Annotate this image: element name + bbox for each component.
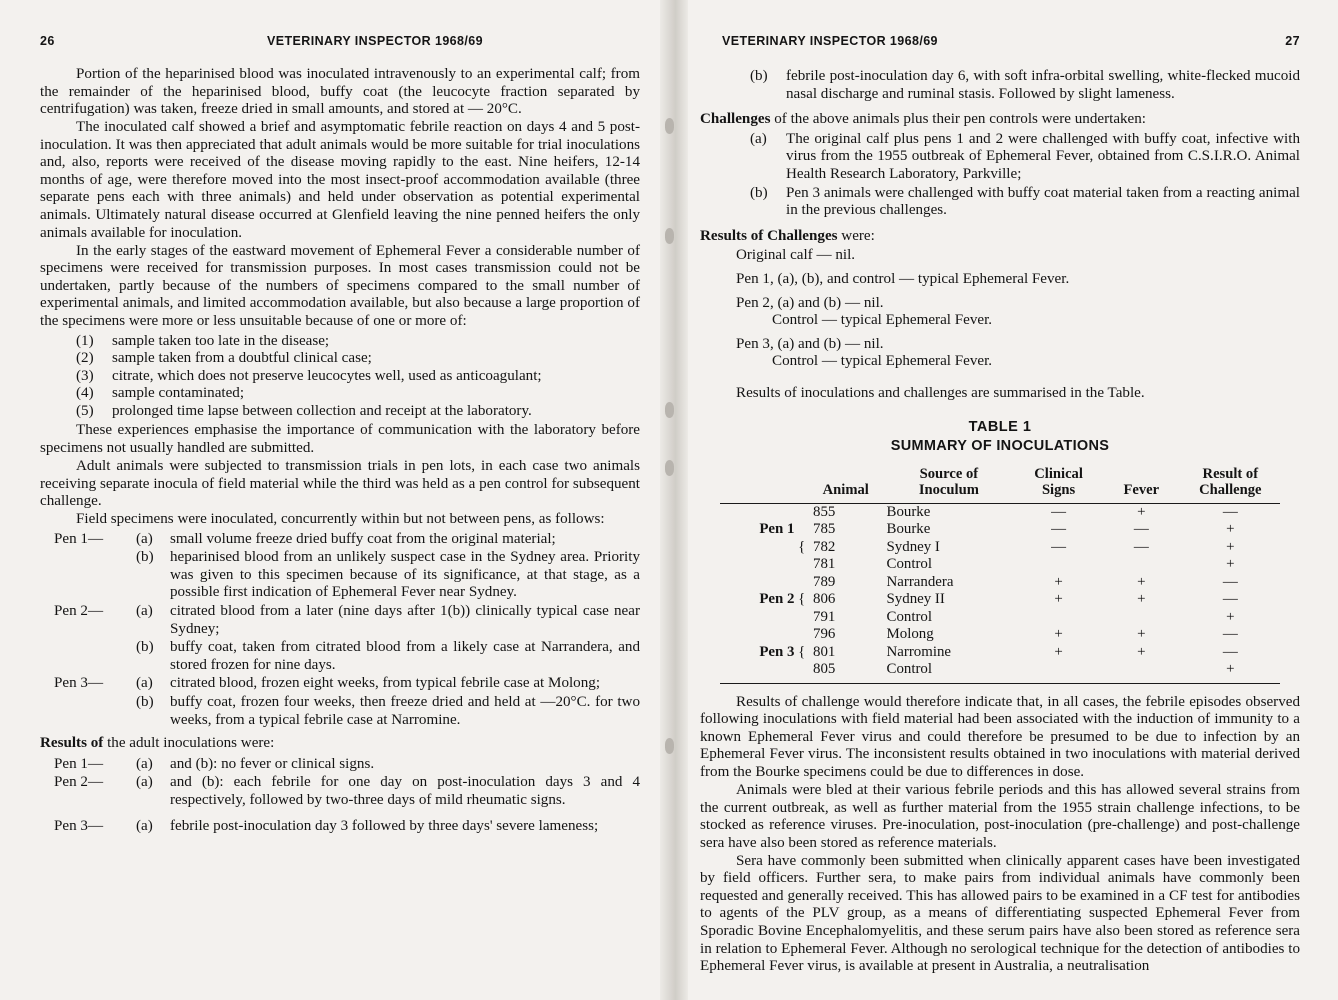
- list-text: The original calf plus pens 1 and 2 were challenged with buffy coat, infective with virus from the 1955 outbreak of Ephemeral Fever, obtained from C.S.I.R.O. Animal Health Research Laboratory, Parkville;: [786, 130, 1300, 182]
- list-marker: (3): [76, 367, 94, 384]
- list-item: [736, 247, 1300, 265]
- results-heading-rest: were:: [837, 227, 875, 244]
- list-item: [700, 185, 1300, 220]
- binder-hole: [665, 460, 674, 476]
- sub-marker: (b): [136, 693, 154, 710]
- cell-brace: {: [798, 538, 806, 555]
- list-text: citrated blood from a later (nine days after 1(b)) clinically typical case near Sydney;: [170, 603, 640, 637]
- cell-source: Control: [886, 556, 933, 573]
- pen-label: Pen 2—: [54, 774, 104, 791]
- list-text: and (b): no fever or clinical signs.: [170, 755, 375, 772]
- paragraph: Portion of the heparinised blood was inoculated intravenously to an experimental calf; from the remainder of the heparinised blood, buffy coat (the leucocyte fraction separated by centrifugation) was taken, freeze dried in small amounts, and stored at — 20°C.: [40, 66, 640, 118]
- binder-hole: [665, 402, 674, 418]
- cell-clinical: [1015, 661, 1102, 679]
- list-text: buffy coat, taken from citrated blood from a likely case at Narrandera, and stored frozen for nine days.: [170, 639, 640, 673]
- cell-pen: Pen 2: [759, 591, 795, 608]
- list-text: sample taken too late in the disease;: [112, 332, 330, 349]
- cell-pen: [720, 503, 796, 521]
- list-item: [40, 531, 640, 549]
- list-item: [40, 639, 640, 674]
- sub-marker: (a): [136, 755, 153, 772]
- col-clinical-line1: Clinical: [1034, 465, 1083, 482]
- paragraph: In the early stages of the eastward movement of Ephemeral Fever a considerable number of specimens were received for transmission purposes. In most cases transmission could not be undertaken, partly because of the numbers of specimens compared to the small number of experimental animals, and limited accommodation available, but also because a large proportion of the specimens were more or less unsuitable because of one or more of:: [40, 242, 640, 329]
- list-text: prolonged time lapse between collection and receipt at the laboratory.: [112, 402, 532, 419]
- cell-pen: [720, 574, 796, 592]
- result-line: Pen 2, (a) and (b) — nil.: [736, 294, 884, 311]
- col-animal: [807, 464, 883, 504]
- list-marker: (a): [750, 130, 767, 147]
- result-line: Pen 3, (a) and (b) — nil.: [736, 335, 884, 352]
- list-item: [700, 68, 1300, 103]
- result-line: Original calf — nil.: [736, 247, 856, 264]
- challenges-heading-bold: Challenges: [700, 111, 771, 128]
- list-item: [40, 549, 640, 602]
- cell-fever: —: [1133, 538, 1149, 555]
- pen-label: Pen 1—: [54, 530, 104, 547]
- cell-animal: 781: [813, 556, 836, 573]
- cell-fever: [1102, 609, 1181, 627]
- list-item: [40, 675, 640, 693]
- list-item: [700, 131, 1300, 184]
- sub-marker: (a): [136, 530, 153, 547]
- list-text: and (b): each febrile for one day on post-inoculation days 3 and 4 respectively, followed by two-three days of mild rheumatic signs.: [170, 774, 640, 808]
- col-source-line1: Source of: [919, 465, 979, 482]
- challenge-results-list: [700, 247, 1300, 371]
- cell-pen: Pen 1: [759, 521, 795, 538]
- paragraph: Sera have commonly been submitted when clinically apparent cases have been investigated by field officers. Further sera, to make pairs from individual animals have commonly been requested and generally received. This has allowed pairs to be examined in a CF test for antibodies to agents of the PLV group, as a means of differentiating suspected Ephemeral Fever from Sporadic Bovine Encephalomyelitis, and these serum pairs have also been stored as reference sera in relation to Ephemeral Fever. Although no serological technique for the detection of antibodies to Ephemeral Fever virus, is available at present in Australia, a neutralisation: [700, 852, 1300, 975]
- cell-clinical: [1015, 609, 1102, 627]
- table-row: [720, 626, 1280, 644]
- list-text: buffy coat, frozen four weeks, then freeze dried and held at —20°C. for two weeks, from a typical febrile case at Narromine.: [170, 693, 640, 728]
- results-heading-rest: the adult inoculations were:: [103, 735, 275, 752]
- sub-marker: (a): [136, 774, 153, 791]
- cell-fever: [1102, 661, 1181, 679]
- pen-label: Pen 3—: [54, 817, 104, 834]
- right-running-head: [700, 34, 1300, 62]
- cell-animal: 806: [813, 591, 836, 608]
- list-marker: (1): [76, 332, 94, 349]
- col-result: [1181, 464, 1280, 504]
- list-marker: (2): [76, 350, 94, 367]
- table-bottom-rule: [720, 683, 1280, 684]
- challenges-heading: [700, 111, 1300, 129]
- list-item: [40, 385, 640, 403]
- binder-hole: [665, 738, 674, 754]
- cell-animal: 782: [813, 538, 836, 555]
- cell-animal: 796: [813, 626, 836, 643]
- paragraph: Results of challenge would therefore indicate that, in all cases, the febrile episodes observed following inoculations with field material had been associated with the induction of immunity to a known Ephemeral Fever virus and could therefore be presumed to be due to infection by an Ephemeral Fever virus. The inconsistent results obtained in two inoculations with material derived from the Bourke specimens could be due to differences in dose.: [700, 693, 1300, 781]
- paragraph: The inoculated calf showed a brief and asymptomatic febrile reaction on days 4 and 5 post-inoculation. It was then appreciated that adult animals would be more suitable for trial inoculations and, also, reports were received of the disease moving rapidly to the east. Nine heifers, 12-14 months of age, were therefore moved into the most insect-proof accommodation available (three separate pens each with three animals) and held under observation as potential experimental animals. Ultimately natural disease occurred at Glenfield leaving the nine penned heifers the only animals available for inoculation.: [40, 119, 640, 241]
- cell-pen: [720, 556, 796, 574]
- pen-label: Pen 1—: [54, 755, 104, 772]
- summary-of-inoculations-table: [720, 464, 1280, 679]
- col-brace: [796, 464, 807, 504]
- right-page: [700, 0, 1300, 1000]
- cell-result: +: [1226, 608, 1235, 625]
- left-page: [40, 0, 640, 1000]
- list-text: Pen 3 animals were challenged with buffy coat material taken from a reacting animal in the previous challenges.: [786, 184, 1300, 219]
- list-text: citrate, which does not preserve leucocytes well, used as anticoagulant;: [112, 367, 542, 384]
- results-of-challenges-heading: [700, 228, 1300, 246]
- cell-pen: [720, 539, 796, 557]
- col-clinical: [1015, 464, 1102, 504]
- left-header-title: VETERINARY INSPECTOR 1968/69: [267, 34, 483, 48]
- cell-fever: [1102, 556, 1181, 574]
- left-folio: 26: [40, 34, 55, 48]
- list-text: febrile post-inoculation day 6, with soft infra-orbital swelling, white-flecked mucoid nasal discharge and ruminal stasis. Followed by slight lameness.: [786, 68, 1300, 102]
- table-head: [720, 464, 1280, 504]
- sub-marker: (a): [136, 675, 153, 692]
- paragraph: These experiences emphasise the importance of communication with the laboratory before specimens not usually handled are submitted.: [40, 422, 640, 457]
- cell-clinical: +: [1054, 643, 1063, 660]
- left-body: [40, 66, 640, 839]
- table-header-row: [720, 464, 1280, 504]
- list-item: [40, 403, 640, 421]
- paragraph: Adult animals were subjected to transmission trials in pen lots, in each case two animals receiving separate inocula of field material while the third was held as a pen control for subsequent challenge.: [40, 457, 640, 510]
- right-header-title: VETERINARY INSPECTOR 1968/69: [722, 34, 938, 48]
- cell-clinical: —: [1051, 538, 1067, 555]
- cell-fever: +: [1137, 573, 1146, 590]
- col-source-line2: Inoculum: [918, 481, 979, 498]
- cell-brace: {: [798, 643, 806, 660]
- paragraph: Field specimens were inoculated, concurrently within but not between pens, as follows:: [76, 511, 605, 528]
- list-item: [40, 333, 640, 351]
- list-text: citrated blood, frozen eight weeks, from typical febrile case at Molong;: [170, 675, 601, 692]
- list-item: [736, 295, 1300, 330]
- list-text: febrile post-inoculation day 3 followed by three days' severe lameness;: [170, 817, 599, 834]
- cell-result: +: [1226, 538, 1235, 555]
- results-heading-bold: Results of: [40, 735, 104, 752]
- cell-clinical: —: [1051, 503, 1067, 520]
- cell-fever: —: [1133, 521, 1149, 538]
- cell-result: —: [1222, 503, 1238, 520]
- cell-animal: 785: [813, 521, 836, 538]
- cell-fever: +: [1137, 643, 1146, 660]
- numbered-list: [40, 333, 640, 421]
- list-marker: (b): [750, 68, 768, 84]
- result-subline: Control — typical Ephemeral Fever.: [772, 353, 993, 370]
- cell-result: —: [1222, 591, 1238, 608]
- binder-hole: [665, 118, 674, 134]
- list-item: [736, 271, 1300, 289]
- cell-fever: +: [1137, 626, 1146, 643]
- list-item: [736, 336, 1300, 371]
- pen-label: Pen 2—: [54, 603, 104, 619]
- sub-marker: (a): [136, 817, 153, 834]
- result-subline: Control — typical Ephemeral Fever.: [772, 312, 993, 329]
- list-text: small volume freeze dried buffy coat from the original material;: [170, 530, 556, 547]
- list-text: heparinised blood from an unlikely suspect case in the Sydney area. Priority was given to this specimen because of its significance, at that stage, as a possible first indication of Ephemeral Fever near Sydney.: [170, 549, 640, 601]
- cell-animal: 801: [813, 643, 836, 660]
- list-item: [40, 774, 640, 809]
- col-animal-line1: Animal: [822, 481, 869, 498]
- list-marker: (4): [76, 385, 94, 402]
- cell-clinical: +: [1054, 591, 1063, 608]
- cell-source: Narromine: [886, 643, 952, 660]
- sub-marker: (b): [136, 639, 154, 656]
- table-row: [720, 521, 1280, 539]
- challenges-heading-rest: of the above animals plus their pen controls were undertaken:: [770, 111, 1146, 128]
- binder-hole: [665, 228, 674, 244]
- list-item: [40, 368, 640, 386]
- col-fever: [1102, 464, 1181, 504]
- list-item: [40, 818, 640, 836]
- cell-brace: {: [798, 591, 806, 608]
- cell-clinical: —: [1051, 521, 1067, 538]
- sub-marker: (a): [136, 603, 153, 619]
- cell-fever: +: [1137, 591, 1146, 608]
- cell-source: Bourke: [886, 503, 931, 520]
- cell-brace: [796, 503, 807, 521]
- right-body: [700, 66, 1300, 976]
- cell-source: Molong: [886, 626, 934, 643]
- challenge-list: [700, 131, 1300, 220]
- cell-animal: 805: [813, 661, 836, 678]
- list-item: [40, 756, 640, 774]
- cell-result: +: [1226, 521, 1235, 538]
- results-heading-bold: Results of Challenges: [700, 227, 838, 244]
- table-row: [720, 503, 1280, 521]
- paragraph: Animals were bled at their various febrile periods and this has allowed several strains from the current outbreak, as well as further material from the 1955 strain challenge infections, to be stocked as reference viruses. Pre-inoculation, post-inoculation (pre-challenge) and post-challenge sera have also been stored as reference materials.: [700, 781, 1300, 851]
- paragraph: Results of inoculations and challenges are summarised in the Table.: [736, 384, 1145, 401]
- book-gutter: [660, 0, 688, 1000]
- list-text: sample contaminated;: [112, 385, 245, 402]
- pen-label: Pen 3—: [54, 675, 104, 692]
- cell-animal: 789: [813, 573, 836, 590]
- cell-pen: [720, 609, 796, 627]
- summary-table-block: [700, 419, 1300, 684]
- pen-inoculation-list: [40, 531, 640, 730]
- cell-clinical: [1015, 556, 1102, 574]
- col-source: [883, 464, 1016, 504]
- cell-result: —: [1222, 643, 1238, 660]
- left-running-head: [40, 34, 640, 62]
- list-marker: (5): [76, 402, 94, 419]
- cell-animal: 855: [813, 503, 836, 520]
- col-result-line1: Result of: [1202, 465, 1259, 482]
- cell-source: Control: [886, 608, 933, 625]
- col-clinical-line2: Signs: [1041, 481, 1076, 498]
- list-item: [40, 694, 640, 729]
- adult-inoculation-results: [40, 756, 640, 835]
- cell-source: Control: [886, 661, 933, 678]
- col-pen-group: [720, 464, 796, 504]
- table-subtitle: SUMMARY OF INOCULATIONS: [890, 438, 1110, 455]
- cell-source: Narrandera: [886, 573, 954, 590]
- cell-result: +: [1226, 661, 1235, 678]
- table-row: [720, 574, 1280, 592]
- table-body: [720, 503, 1280, 679]
- table-title: TABLE 1: [968, 418, 1032, 435]
- col-result-line2: Challenge: [1199, 481, 1262, 498]
- cell-animal: 791: [813, 608, 836, 625]
- cell-clinical: +: [1054, 573, 1063, 590]
- cell-result: —: [1222, 626, 1238, 643]
- list-marker: (b): [750, 184, 768, 201]
- results-heading: [40, 735, 640, 753]
- cell-pen: [720, 661, 796, 679]
- cell-pen: Pen 3: [759, 643, 795, 660]
- cell-pen: [720, 626, 796, 644]
- cell-source: Sydney II: [886, 591, 945, 608]
- cell-result: +: [1226, 556, 1235, 573]
- list-item: [40, 603, 640, 638]
- cell-result: —: [1222, 573, 1238, 590]
- cell-source: Sydney I: [886, 538, 940, 555]
- cell-clinical: +: [1054, 626, 1063, 643]
- sub-marker: (b): [136, 549, 154, 566]
- right-folio: 27: [1285, 34, 1300, 48]
- result-line: Pen 1, (a), (b), and control — typical Ephemeral Fever.: [736, 270, 1070, 287]
- list-text: sample taken from a doubtful clinical case;: [112, 350, 372, 367]
- col-fever-line1: Fever: [1123, 481, 1160, 498]
- continued-item-list: [700, 68, 1300, 103]
- cell-source: Bourke: [886, 521, 931, 538]
- list-item: [40, 350, 640, 368]
- cell-fever: +: [1137, 503, 1146, 520]
